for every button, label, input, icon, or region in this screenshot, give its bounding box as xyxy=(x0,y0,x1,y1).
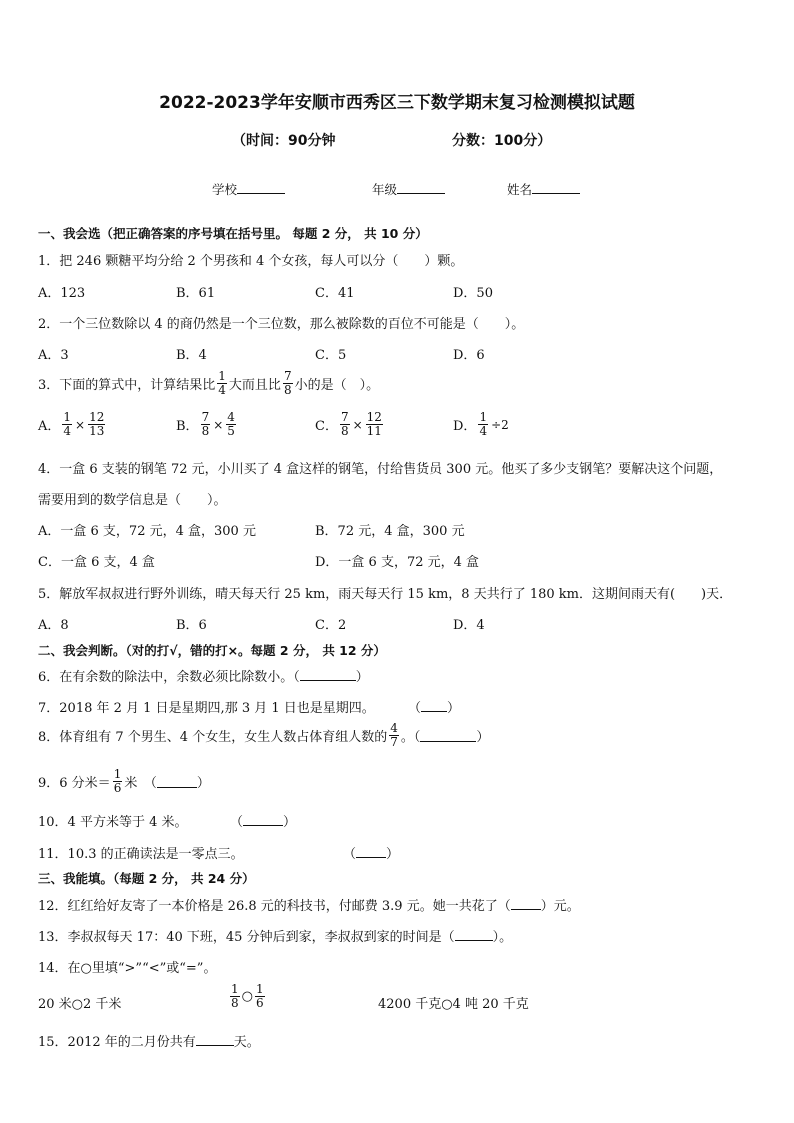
score-label: 分数：100分） xyxy=(452,133,552,149)
q4-option-c[interactable]: C．一盒 6 支，4 盒 xyxy=(38,555,155,570)
q3-pre: 3．下面的算式中，计算结果比 xyxy=(38,378,216,393)
question-6: 6．在有余数的除法中，余数必须比除数小。（ ） xyxy=(38,670,369,685)
question-9: 9．6 分米＝ $\frac{1}{6}$ 米 （ ） xyxy=(38,767,210,795)
q2-option-b[interactable]: B．4 xyxy=(176,348,207,363)
fraction: $\frac{12}{13}$ xyxy=(89,410,105,438)
question-5: 5．解放军叔叔进行野外训练，晴天每天行 25 km，雨天每天行 15 km，8 天共行了 180 km．这期间雨天有( )天． xyxy=(38,587,733,602)
question-3 xyxy=(38,370,379,397)
q5-option-d[interactable]: D．4 xyxy=(453,618,485,633)
q3-option-c[interactable]: C． $\frac{7}{8}$ × $\frac{12}{11}$ xyxy=(315,410,382,438)
q14-compare-c[interactable]: 4200 千克○4 吨 20 千克 xyxy=(378,997,529,1012)
fraction: $\frac{1}{4}$ xyxy=(63,410,72,438)
q2-option-c[interactable]: C．5 xyxy=(315,348,347,363)
grade-label: 年级 xyxy=(372,182,398,197)
fraction: $\frac{1}{8}$ xyxy=(231,982,239,1010)
grade-field[interactable] xyxy=(372,180,445,198)
question-1: 1．把 246 颗糖平均分给 2 个男孩和 4 个女孩，每人可以分（ ）颗。 xyxy=(38,254,464,269)
section2-title: 二、我会判断。（对的打√，错的打×。每题 2 分， 共 12 分） xyxy=(38,643,386,658)
question-15: 15．2012 年的二月份共有 天。 xyxy=(38,1035,260,1050)
grade-blank[interactable] xyxy=(397,181,445,194)
q3-option-a[interactable]: A． $\frac{1}{4}$ × $\frac{12}{13}$ xyxy=(38,410,105,438)
fraction: $\frac{4}{5}$ xyxy=(227,410,235,438)
q9-answer-blank[interactable] xyxy=(157,775,197,788)
q8-answer-blank[interactable] xyxy=(420,729,476,742)
q14-compare-b[interactable]: $\frac{1}{8}$ ○ $\frac{1}{6}$ xyxy=(231,982,264,1010)
q1-option-a[interactable]: A．123 xyxy=(38,286,86,301)
q2-option-d[interactable]: D．6 xyxy=(453,348,485,363)
name-label: 姓名 xyxy=(507,182,533,197)
q4-option-d[interactable]: D．一盒 6 支，72 元，4 盒 xyxy=(315,555,480,570)
q7-answer[interactable]: （ ） xyxy=(408,701,461,716)
fraction: $\frac{4}{7}$ xyxy=(390,721,398,749)
name-field[interactable] xyxy=(507,180,580,198)
time-label: （时间：90分钟 xyxy=(232,133,336,149)
q10-answer[interactable]: （ ） xyxy=(230,815,297,830)
question-4-line2: 需要用到的数学信息是（ ）。 xyxy=(38,493,227,508)
fraction: $\frac{7}{8}$ xyxy=(201,410,210,438)
q5-option-b[interactable]: B．6 xyxy=(176,618,207,633)
question-12: 12．红红给好友寄了一本价格是 26.8 元的科技书，付邮费 3.9 元。她一共花了（ ）元。 xyxy=(38,899,580,914)
school-label: 学校 xyxy=(212,182,238,197)
q7-answer-blank[interactable] xyxy=(421,699,447,712)
question-2: 2．一个三位数除以 4 的商仍然是一个三位数，那么被除数的百位不可能是（ ）。 xyxy=(38,317,525,332)
q6-answer-blank[interactable] xyxy=(300,668,356,681)
q2-option-a[interactable]: A．3 xyxy=(38,348,69,363)
name-blank[interactable] xyxy=(532,181,580,194)
fraction: $\frac{7}{8}$ xyxy=(283,369,292,397)
question-10: 10．4 平方米等于 4 米。 xyxy=(38,815,188,830)
fraction: $\frac{1}{6}$ xyxy=(255,982,264,1010)
q3-mid: 大而且比 xyxy=(228,378,281,393)
q5-option-c[interactable]: C．2 xyxy=(315,618,347,633)
fraction: $\frac{7}{8}$ xyxy=(340,410,349,438)
page-title: 2022-2023学年安顺市西秀区三下数学期末复习检测模拟试题 xyxy=(159,93,635,113)
q1-option-b[interactable]: B．61 xyxy=(176,286,216,301)
school-field[interactable] xyxy=(212,180,285,198)
q4-option-b[interactable]: B．72 元，4 盒，300 元 xyxy=(315,524,465,539)
school-blank[interactable] xyxy=(237,181,285,194)
question-4-line1: 4．一盒 6 支装的钢笔 72 元，小川买了 4 盒这样的钢笔，付给售货员 300 元。他买了多少支钢笔？要解决这个问题， xyxy=(38,462,723,477)
q15-answer-blank[interactable] xyxy=(196,1033,234,1046)
question-13: 13．李叔叔每天 17：40 下班，45 分钟后到家，李叔叔到家的时间是（ ）。 xyxy=(38,930,513,945)
q3-option-b[interactable]: B． $\frac{7}{8}$ × $\frac{4}{5}$ xyxy=(176,410,235,438)
fraction: $\frac{1}{6}$ xyxy=(113,767,122,795)
q3-option-d[interactable]: D． $\frac{1}{4}$ ÷2 xyxy=(453,410,509,438)
fraction: $\frac{1}{4}$ xyxy=(479,410,488,438)
section3-title: 三、我能填。（每题 2 分， 共 24 分） xyxy=(38,871,255,886)
section1-title: 一、我会选（把正确答案的序号填在括号里。 每题 2 分， 共 10 分） xyxy=(38,226,428,241)
q1-option-d[interactable]: D．50 xyxy=(453,286,493,301)
q1-option-c[interactable]: C．41 xyxy=(315,286,355,301)
q12-answer-blank[interactable] xyxy=(511,897,541,910)
q5-option-a[interactable]: A．8 xyxy=(38,618,69,633)
q14-compare-a[interactable]: 20 米○2 千米 xyxy=(38,997,122,1012)
q3-post: 小的是（ ）。 xyxy=(294,378,380,393)
question-14: 14．在○里填“>”“<”或“=”。 xyxy=(38,961,217,976)
fraction: $\frac{1}{4}$ xyxy=(218,369,226,397)
question-8: 8．体育组有 7 个男生、4 个女生，女生人数占体育组人数的 $\frac{4}{7}$ 。（ ） xyxy=(38,721,490,749)
question-11: 11．10.3 的正确读法是一零点三。 xyxy=(38,847,244,862)
q4-option-a[interactable]: A．一盒 6 支，72 元，4 盒，300 元 xyxy=(38,524,256,539)
q13-answer-blank[interactable] xyxy=(455,928,493,941)
q10-answer-blank[interactable] xyxy=(243,813,283,826)
question-7: 7．2018 年 2 月 1 日是星期四,那 3 月 1 日也是星期四。 xyxy=(38,701,375,716)
q11-answer-blank[interactable] xyxy=(356,845,386,858)
fraction: $\frac{12}{11}$ xyxy=(366,410,382,438)
q11-answer[interactable]: （ ） xyxy=(343,847,400,862)
